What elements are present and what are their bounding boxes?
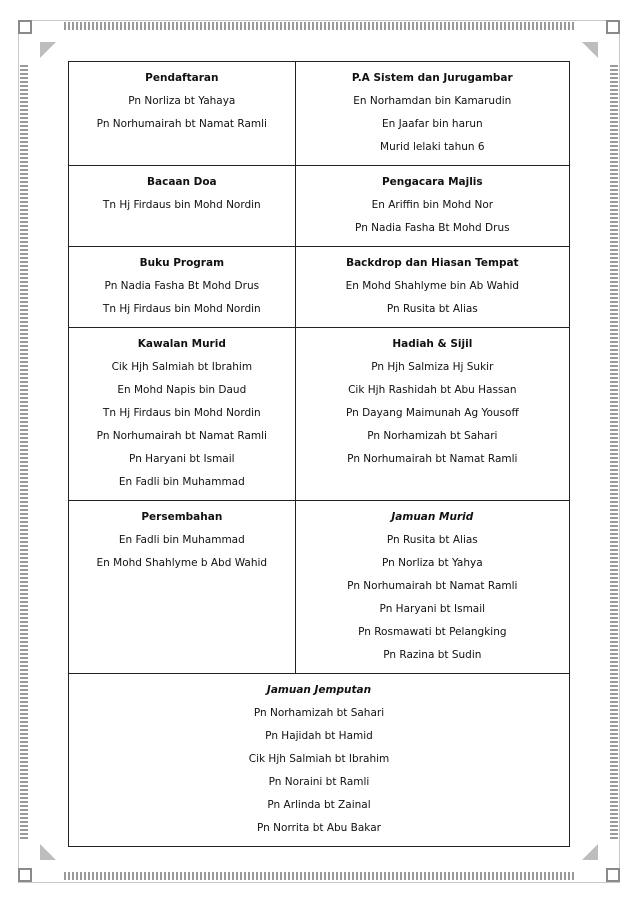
committee-cell [295,247,569,328]
committee-cell [295,328,569,501]
committee-title: P.A Sistem dan Jurugambar [351,72,513,84]
committee-title: Pengacara Majlis [381,176,483,188]
member-name: Pn Norhumairah bt Namat Ramli [347,453,518,465]
member-name: Pn Nadia Fasha Bt Mohd Drus [355,222,510,234]
committee-row-full [69,674,570,847]
member-name: En Fadli bin Muhammad [118,476,245,488]
member-name: Pn Norhamizah bt Sahari [253,707,385,719]
member-name: Pn Norhumairah bt Namat Ramli [96,118,267,130]
committee-title: Bacaan Doa [147,176,217,188]
committee-title: Persembahan [141,511,223,523]
member-name: Pn Norliza bt Yahaya [128,95,236,107]
member-name: Pn Norrita bt Abu Bakar [257,822,381,834]
committee-cell [69,674,570,847]
committee-table [68,61,570,847]
member-name: En Mohd Shahlyme bin Ab Wahid [345,280,520,292]
committee-title: Buku Program [139,257,225,269]
committee-cell [69,247,296,328]
committee-title: Jamuan Murid [391,511,474,523]
member-name: Pn Arlinda bt Zainal [267,799,371,811]
member-name: En Ariffin bin Mohd Nor [371,199,494,211]
member-name: Pn Norhamizah bt Sahari [367,430,498,442]
member-name: Pn Rusita bt Alias [386,534,478,546]
committee-cell [69,328,296,501]
member-name: Pn Norhumairah bt Namat Ramli [347,580,518,592]
member-name: Murid lelaki tahun 6 [380,141,485,153]
committee-row [69,62,570,166]
member-name: Pn Rosmawati bt Pelangking [358,626,507,638]
member-name: Tn Hj Firdaus bin Mohd Nordin [102,407,261,419]
member-name: Pn Rusita bt Alias [386,303,478,315]
member-name: Pn Norliza bt Yahya [381,557,483,569]
member-name: Pn Haryani bt Ismail [379,603,486,615]
member-name: Pn Hjh Salmiza Hj Sukir [371,361,494,373]
committee-title: Pendaftaran [145,72,219,84]
member-name: En Mohd Napis bin Daud [117,384,247,396]
committee-cell [69,62,296,166]
member-name: En Fadli bin Muhammad [118,534,245,546]
member-name: Tn Hj Firdaus bin Mohd Nordin [102,199,261,211]
committee-title: Kawalan Murid [137,338,226,350]
member-name: Pn Razina bt Sudin [383,649,482,661]
member-name: Pn Nadia Fasha Bt Mohd Drus [104,280,260,292]
member-name: Cik Hjh Salmiah bt Ibrahim [111,361,253,373]
committee-title: Jamuan Jemputan [266,684,372,696]
committee-title: Hadiah & Sijil [392,338,473,350]
member-name: En Mohd Shahlyme b Abd Wahid [96,557,268,569]
member-name: Pn Noraini bt Ramli [268,776,370,788]
member-name: Pn Norhumairah bt Namat Ramli [96,430,267,442]
committee-row [69,166,570,247]
committee-row [69,501,570,674]
member-name: Tn Hj Firdaus bin Mohd Nordin [102,303,261,315]
member-name: En Norhamdan bin Kamarudin [353,95,512,107]
committee-row [69,328,570,501]
committee-cell [295,166,569,247]
member-name: Cik Hjh Rashidah bt Abu Hassan [348,384,517,396]
committee-row [69,247,570,328]
committee-cell [295,501,569,674]
member-name: En Jaafar bin harun [381,118,483,130]
committee-cell [69,166,296,247]
member-name: Pn Dayang Maimunah Ag Yousoff [345,407,519,419]
member-name: Pn Hajidah bt Hamid [265,730,373,742]
committee-title: Backdrop dan Hiasan Tempat [346,257,519,269]
committee-cell [295,62,569,166]
member-name: Pn Haryani bt Ismail [129,453,235,465]
committee-cell [69,501,296,674]
member-name: Cik Hjh Salmiah bt Ibrahim [248,753,390,765]
